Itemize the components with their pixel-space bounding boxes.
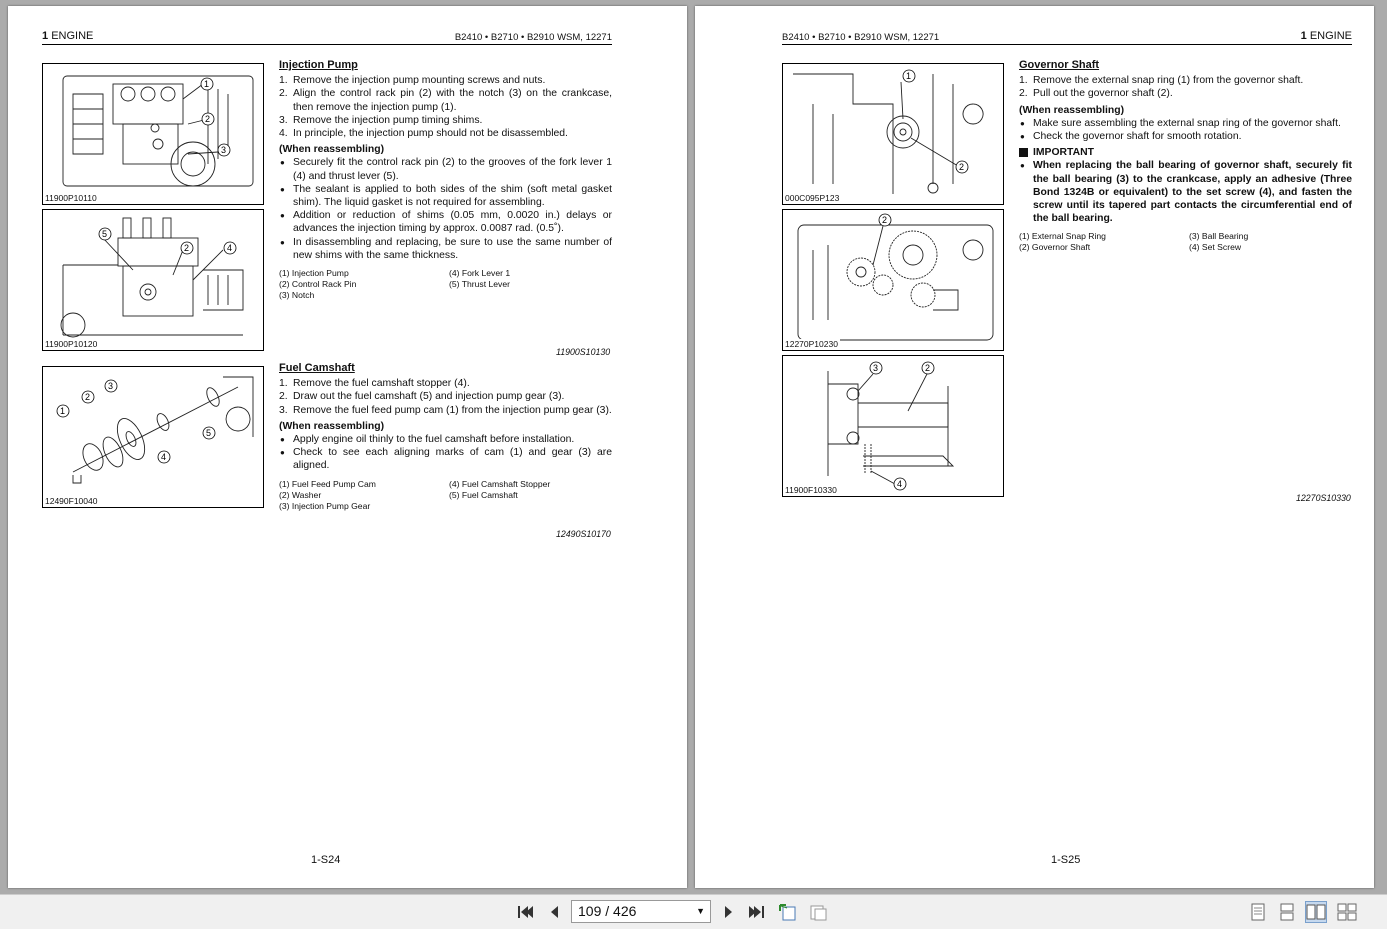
svg-text:3: 3 xyxy=(873,363,879,373)
bullet-item: ● When replacing the ball bearing of governor shaft, securely fit the ball bearing (3) to the crankcase, apply an adhesive (Three Bond 1324B or equivalent) to the set screw (4), and fasten the screw until its tapered part contacts the circumferential end of the ball bearing. xyxy=(1019,159,1352,225)
pump-rack-illustration xyxy=(43,210,263,350)
figure-code: 000C095P123 xyxy=(785,193,840,203)
document-page-right xyxy=(695,6,1374,888)
fuel-camshaft-figure xyxy=(42,366,264,508)
important-heading: IMPORTANT xyxy=(1019,146,1352,159)
svg-text:2: 2 xyxy=(205,114,211,124)
step-item: 2. Draw out the fuel camshaft (5) and injection pump gear (3). xyxy=(279,391,565,403)
last-page-icon xyxy=(748,904,766,920)
page-number: 1-S25 xyxy=(1051,854,1081,866)
step-item: 4. In principle, the injection pump should not be disassembled. xyxy=(279,128,568,140)
document-page-left xyxy=(8,6,687,888)
viewer-toolbar xyxy=(0,894,1387,929)
reference-code: 12270S10330 xyxy=(1296,493,1351,503)
svg-text:2: 2 xyxy=(959,162,965,172)
step-item: 1. Remove the external snap ring (1) from the governor shaft. xyxy=(1019,75,1304,87)
page-number-field[interactable]: 109 / 426 ▼ xyxy=(571,900,711,923)
figure-code: 12490F10040 xyxy=(45,496,98,506)
svg-text:4: 4 xyxy=(161,452,167,462)
svg-text:3: 3 xyxy=(221,145,227,155)
chapter-header: 1 ENGINE xyxy=(42,30,94,42)
step-item: 1. Remove the injection pump mounting screws and nuts. xyxy=(279,75,546,87)
svg-text:5: 5 xyxy=(102,229,108,239)
first-page-icon xyxy=(516,904,534,920)
single-page-view-icon xyxy=(1250,903,1266,921)
bullet-item: ● Addition or reduction of shims (0.05 mm, 0.0020 in.) delays or advances the injection timing by approx. 0.0087 rad. (0.5˚). xyxy=(279,209,612,235)
bullet-item: ● Securely fit the control rack pin (2) to the grooves of the fork lever 1 (4) and thrust lever (5). xyxy=(279,156,612,182)
svg-text:4: 4 xyxy=(897,479,903,489)
prev-page-button[interactable] xyxy=(543,901,565,923)
governor-figure-1 xyxy=(782,63,1004,205)
governor-shaft-section xyxy=(1019,59,1352,253)
square-bullet-icon xyxy=(1019,148,1028,157)
reassembling-heading: (When reassembling) xyxy=(279,420,385,432)
injection-pump-section xyxy=(279,59,612,301)
bullet-item: ● Check to see each aligning marks of cam (1) and gear (3) are aligned. xyxy=(279,446,612,472)
continuous-view-button[interactable] xyxy=(1276,901,1298,923)
governor-figure-2 xyxy=(782,209,1004,351)
bullet-item: ● The sealant is applied to both sides of the shim (soft metal gasket shim). The liquid gasket is not required for assembling. xyxy=(279,183,612,209)
figure-code: 11900F10330 xyxy=(785,485,837,495)
svg-text:2: 2 xyxy=(925,363,931,373)
next-page-icon xyxy=(722,904,736,920)
shaft-cross-section-illustration xyxy=(783,356,1003,496)
figure-code: 12270P10230 xyxy=(785,339,838,349)
fuel-camshaft-section xyxy=(279,362,612,512)
step-item: 3. Remove the injection pump timing shims. xyxy=(279,114,483,126)
injection-pump-figure-1 xyxy=(42,63,264,205)
reassembling-heading: (When reassembling) xyxy=(1019,104,1125,116)
bullet-item: ● In disassembling and replacing, be sure to use the same number of new shims with the same thickness. xyxy=(279,236,612,262)
section-title: Injection Pump xyxy=(279,59,358,71)
header-rule xyxy=(782,44,1352,45)
step-item: 2. Align the control rack pin (2) with the notch (3) on the crankcase, then remove the injection pump (1). xyxy=(279,88,612,113)
step-list xyxy=(279,377,612,417)
svg-text:3: 3 xyxy=(108,381,114,391)
svg-text:1: 1 xyxy=(60,406,66,416)
bullet-list xyxy=(1019,117,1352,143)
parts-legend: (1) Injection Pump (4) Fork Lever 1 (2) Control Rack Pin (5) Thrust Lever (3) Notch xyxy=(279,268,511,301)
fit-width-icon xyxy=(808,903,828,921)
fit-width-button[interactable] xyxy=(807,901,829,923)
figure-code: 11900P10120 xyxy=(45,339,98,349)
fit-page-button[interactable] xyxy=(777,901,799,923)
reassembling-heading: (When reassembling) xyxy=(279,144,385,156)
continuous-view-icon xyxy=(1279,903,1295,921)
single-page-view-button[interactable] xyxy=(1247,901,1269,923)
bullet-item: ● Check the governor shaft for smooth rotation. xyxy=(1019,130,1352,143)
step-item: 3. Remove the fuel feed pump cam (1) from the injection pump gear (3). xyxy=(279,404,612,416)
svg-text:4: 4 xyxy=(227,243,233,253)
next-page-button[interactable] xyxy=(718,901,740,923)
step-list xyxy=(1019,74,1352,100)
bullet-item: ● Apply engine oil thinly to the fuel camshaft before installation. xyxy=(279,433,612,446)
bullet-list xyxy=(279,156,612,262)
engine-diagram-illustration xyxy=(43,64,263,204)
fit-page-icon xyxy=(778,903,798,921)
figure-code: 11900P10110 xyxy=(45,193,97,203)
dropdown-caret-icon[interactable]: ▼ xyxy=(696,906,705,916)
svg-text:5: 5 xyxy=(206,428,212,438)
facing-view-button[interactable] xyxy=(1305,901,1327,923)
step-list xyxy=(279,74,612,140)
important-list xyxy=(1019,159,1352,225)
continuous-facing-view-button[interactable] xyxy=(1336,901,1358,923)
section-title: Fuel Camshaft xyxy=(279,362,355,374)
camshaft-exploded-illustration xyxy=(43,367,263,507)
first-page-button[interactable] xyxy=(514,901,536,923)
injection-pump-figure-2 xyxy=(42,209,264,351)
parts-legend: (1) Fuel Feed Pump Cam (4) Fuel Camshaft Stopper (2) Washer (5) Fuel Camshaft (3) Injection Pump Gear xyxy=(279,478,551,511)
svg-text:2: 2 xyxy=(184,243,190,253)
bullet-item: ● Make sure assembling the external snap ring of the governor shaft. xyxy=(1019,117,1352,130)
header-rule xyxy=(42,44,612,45)
svg-text:2: 2 xyxy=(882,215,888,225)
svg-text:2: 2 xyxy=(85,392,91,402)
model-header: B2410 • B2710 • B2910 WSM, 12271 xyxy=(782,32,940,43)
chapter-header: 1 ENGINE xyxy=(1300,30,1352,42)
facing-view-icon xyxy=(1306,904,1326,920)
reference-code: 11900S10130 xyxy=(556,347,611,357)
continuous-facing-view-icon xyxy=(1337,903,1357,921)
parts-legend: (1) External Snap Ring (3) Ball Bearing (2) Governor Shaft (4) Set Screw xyxy=(1019,231,1249,253)
section-title: Governor Shaft xyxy=(1019,59,1100,71)
model-header: B2410 • B2710 • B2910 WSM, 12271 xyxy=(454,32,612,43)
svg-text:1: 1 xyxy=(906,71,912,81)
bullet-list xyxy=(279,433,612,473)
page-number: 1-S24 xyxy=(311,854,341,866)
governor-housing-illustration xyxy=(783,64,1003,204)
reference-code: 12490S10170 xyxy=(556,529,611,539)
governor-shaft-section-figure xyxy=(782,355,1004,497)
step-item: 2. Pull out the governor shaft (2). xyxy=(1019,88,1173,100)
prev-page-icon xyxy=(547,904,561,920)
last-page-button[interactable] xyxy=(746,901,768,923)
svg-text:1: 1 xyxy=(204,79,210,89)
step-item: 1. Remove the fuel camshaft stopper (4). xyxy=(279,378,470,390)
gear-train-illustration xyxy=(783,210,1003,350)
